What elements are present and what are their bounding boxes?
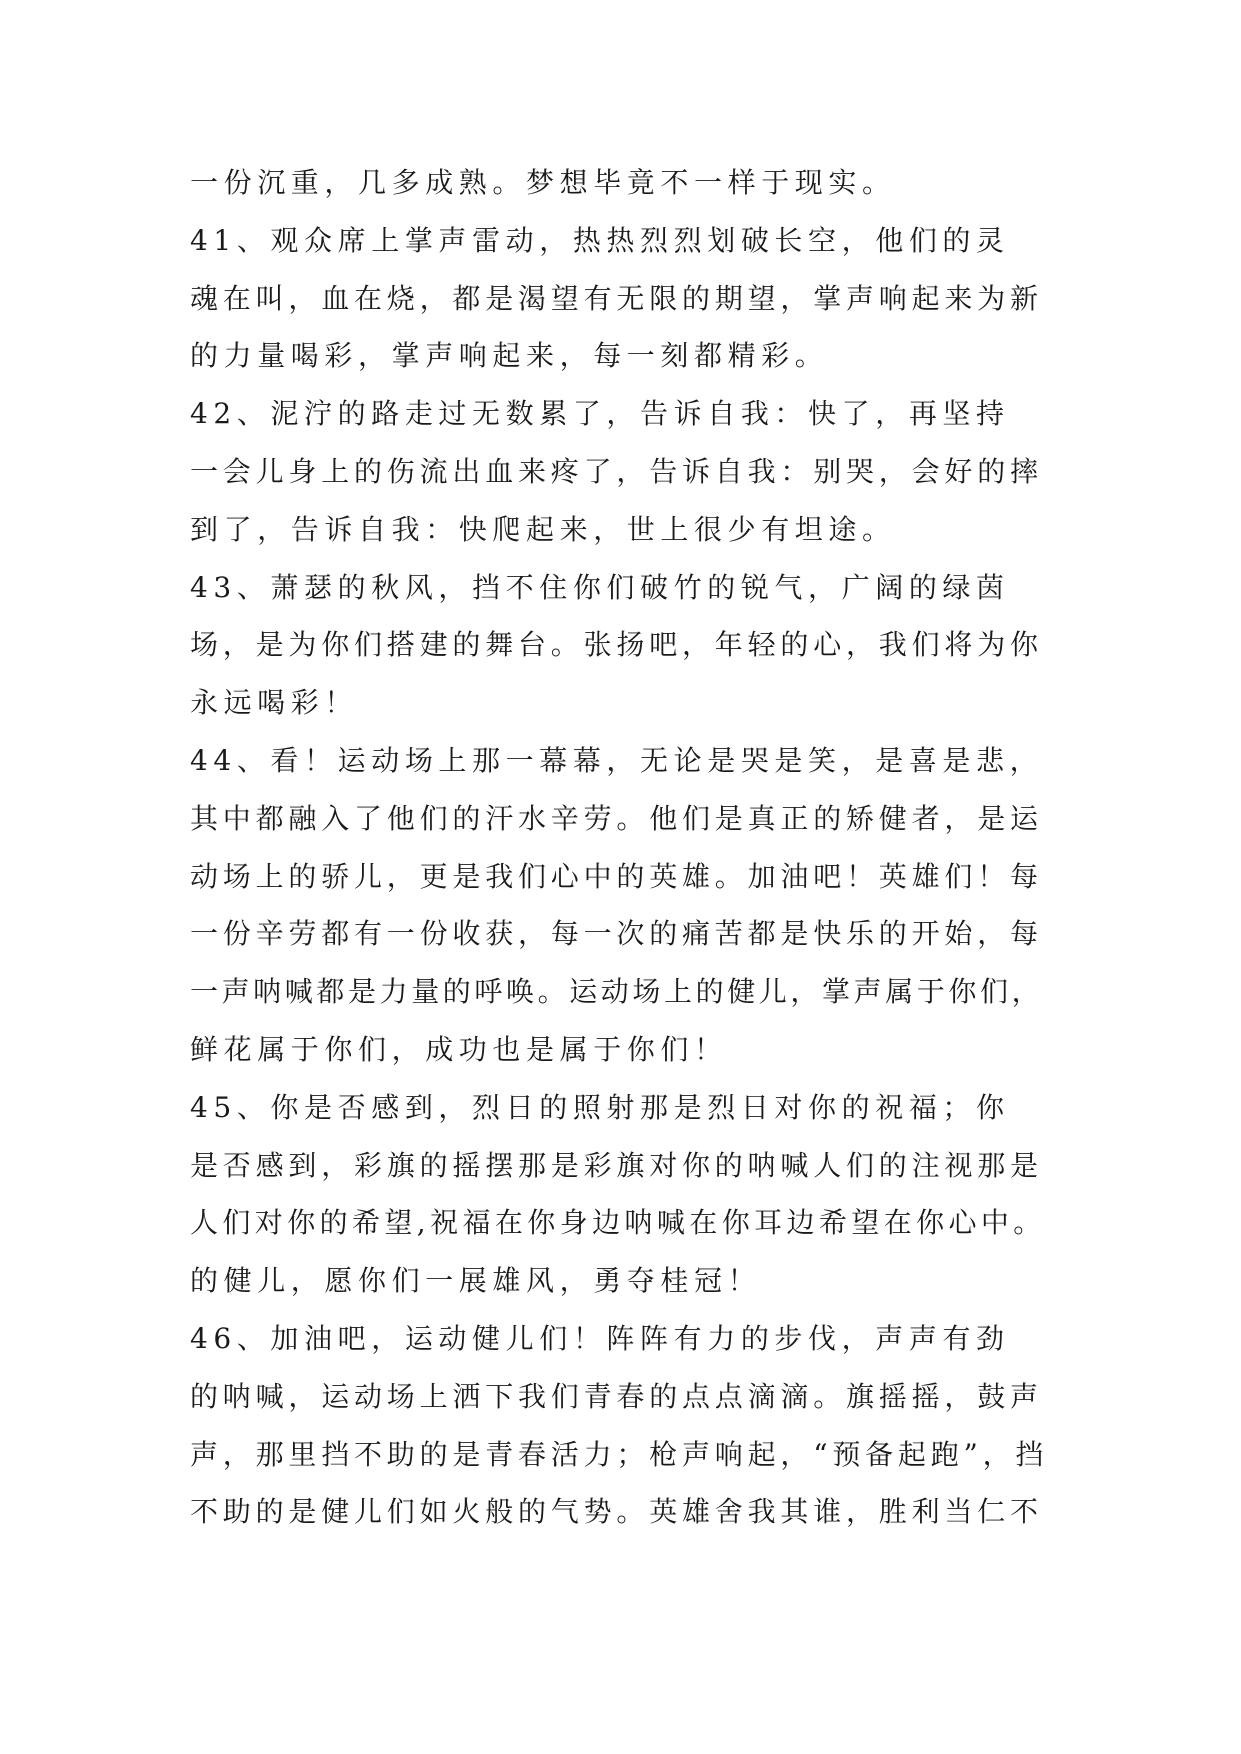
text-line: 不助的是健儿们如火般的气势。英雄舍我其谁，胜利当仁不: [190, 1495, 1043, 1529]
text-line: 41、观众席上掌声雷动，热热烈烈划破长空，他们的灵: [190, 223, 1010, 257]
text-line: 场，是为你们搭建的舞台。张扬吧，年轻的心，我们将为你: [190, 628, 1043, 662]
text-line: 动场上的骄儿，更是我们心中的英雄。加油吧！英雄们！每: [190, 859, 1043, 893]
text-line: 永远喝彩！: [190, 686, 359, 720]
text-line: 魂在叫，血在烧，都是渴望有无限的期望，掌声响起来为新: [190, 281, 1043, 315]
text-line: 人们对你的希望,祝福在你身边呐喊在你耳边希望在你心中。: [190, 1206, 1046, 1240]
text-line: 的呐喊，运动场上洒下我们青春的点点滴滴。旗摇摇，鼓声: [190, 1379, 1043, 1413]
text-line: 一会儿身上的伤流出血来疼了，告诉自我：别哭，会好的摔: [190, 454, 1043, 488]
text-line: 其中都融入了他们的汗水辛劳。他们是真正的矫健者，是运: [190, 801, 1043, 835]
paragraph: [190, 1079, 1052, 1310]
text-line: 是否感到，彩旗的摇摆那是彩旗对你的呐喊人们的注视那是: [190, 1148, 1043, 1182]
text-line: 43、萧瑟的秋风，挡不住你们破竹的锐气，广阔的绿茵: [190, 570, 1010, 604]
text-line: 一份沉重，几多成熟。梦想毕竟不一样于现实。: [190, 166, 896, 199]
paragraph: [190, 732, 1052, 1079]
paragraph: [190, 154, 1052, 212]
text-line: 一声呐喊都是力量的呼唤。运动场上的健儿，掌声属于你们，: [190, 975, 1044, 1009]
text-line: 44、看！运动场上那一幕幕，无论是哭是笑，是喜是悲，: [190, 743, 1044, 777]
text-line: 到了，告诉自我：快爬起来，世上很少有坦途。: [190, 512, 896, 546]
text-line: 声，那里挡不助的是青春活力；枪声响起，“预备起跑”，挡: [190, 1437, 1049, 1471]
text-line: 45、你是否感到，烈日的照射那是烈日对你的祝福；你: [190, 1090, 1010, 1124]
text-line: 42、泥泞的路走过无数累了，告诉自我：快了，再坚持: [190, 397, 1010, 431]
paragraph: [190, 385, 1052, 558]
paragraph: [190, 559, 1052, 732]
text-line: 的力量喝彩，掌声响起来，每一刻都精彩。: [190, 339, 829, 373]
paragraph: [190, 1310, 1052, 1541]
text-line: 一份辛劳都有一份收获，每一次的痛苦都是快乐的开始，每: [190, 917, 1043, 951]
text-line: 的健儿，愿你们一展雄风，勇夺桂冠！: [190, 1264, 762, 1298]
document-body: [190, 154, 1052, 1541]
text-line: 46、加油吧，运动健儿们！阵阵有力的步伐，声声有劲: [190, 1321, 1010, 1355]
paragraph: [190, 212, 1052, 385]
text-line: 鲜花属于你们，成功也是属于你们！: [190, 1032, 728, 1066]
